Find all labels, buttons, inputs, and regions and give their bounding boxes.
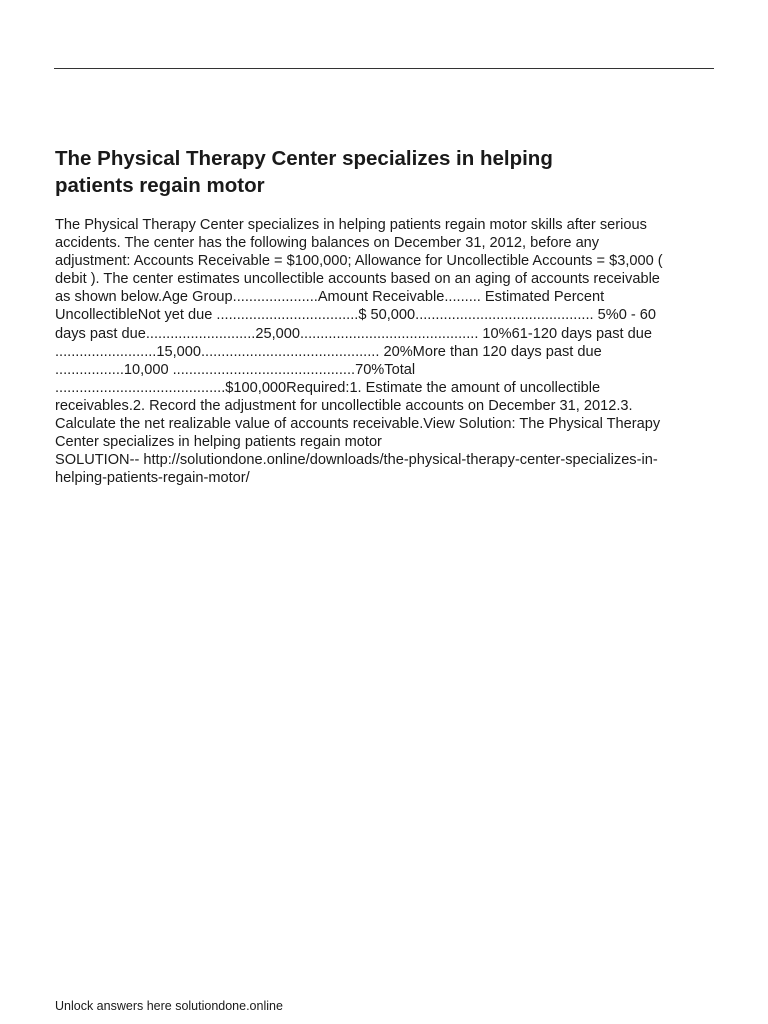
body-line: adjustment: Accounts Receivable = $100,000; Allowance for Uncollectible Accounts = $3,000 ( [55,253,663,270]
document-title [55,145,715,199]
body-line: .........................15,000............................................ 20%More than 120 days past due [55,343,602,360]
footer-text: Unlock answers here solutiondone.online [55,999,283,1013]
title-line-1: The Physical Therapy Center specializes in helping [55,147,553,170]
body-line: UncollectibleNot yet due ...................................$ 50,000............................................ 5%0 - 60 [55,307,657,324]
top-divider [54,68,714,69]
body-line: as shown below.Age Group.....................Amount Receivable......... Estimated Percent [55,289,605,306]
body-line: Calculate the net realizable value of accounts receivable.View Solution: The Physical Therapy [55,416,661,433]
body-line: Center specializes in helping patients regain motor [55,434,382,451]
solution-link-line[interactable]: SOLUTION-- http://solutiondone.online/downloads/the-physical-therapy-center-specializes-in- [55,452,658,469]
body-line: accidents. The center has the following balances on December 31, 2012, before any [55,235,600,252]
body-paragraph [55,216,715,487]
body-line: debit ). The center estimates uncollectible accounts based on an aging of accounts receivable [55,271,660,288]
body-line: ..........................................$100,000Required:1. Estimate the amount of uncollectible [55,379,601,396]
body-line: .................10,000 .............................................70%Total [55,361,416,378]
title-line-2: patients regain motor [55,174,265,197]
body-line: days past due...........................25,000............................................ 10%61-120 days past due [55,325,653,342]
body-line: The Physical Therapy Center specializes in helping patients regain motor skills after serious [55,217,647,233]
solution-link-line[interactable]: helping-patients-regain-motor/ [55,470,250,487]
body-line: receivables.2. Record the adjustment for uncollectible accounts on December 31, 2012.3. [55,397,633,414]
